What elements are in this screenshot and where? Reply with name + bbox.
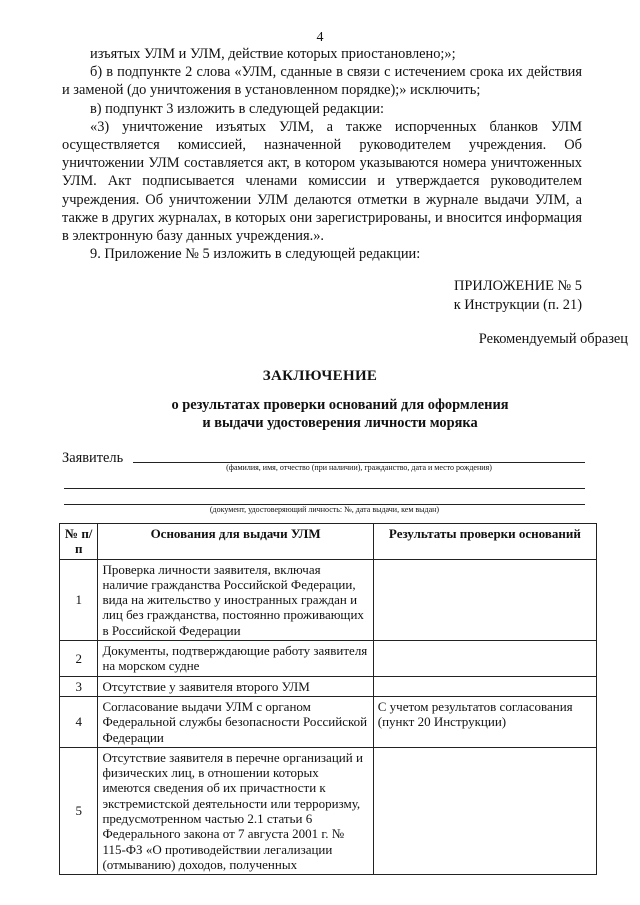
header-result: Результаты проверки оснований: [373, 524, 596, 560]
table-header-row: [60, 524, 597, 560]
paragraph-2: б) в подпункте 2 слова «УЛМ, сданные в связи с истечением срока их действия и заменой (до уничтожения в установленном порядке);» исключить;: [62, 64, 582, 99]
table-row: [60, 747, 597, 874]
paragraph-1: изъятых УЛМ и УЛМ, действие которых приостановлено;»;: [90, 46, 456, 62]
row-num: 5: [60, 747, 98, 874]
table-row: [60, 641, 597, 677]
verification-table: [59, 523, 597, 875]
doc-title: ЗАКЛЮЧЕНИЕ: [262, 368, 378, 384]
row-result: [373, 559, 596, 640]
table-row: [60, 676, 597, 696]
doc-subtitle-line-2: и выдачи удостоверения личности моряка: [202, 415, 478, 431]
paragraph-3: в) подпункт 3 изложить в следующей редакции:: [90, 100, 384, 117]
doc-subtitle: [0, 396, 640, 432]
row-num: 4: [60, 696, 98, 747]
row-basis: Отсутствие у заявителя второго УЛМ: [98, 676, 373, 696]
applicant-line-2: [64, 488, 585, 489]
row-num: 2: [60, 641, 98, 677]
applicant-note: (фамилия, имя, отчество (при наличии), гражданство, дата и место рождения): [226, 463, 492, 472]
paragraph-4: «3) уничтожение изъятых УЛМ, а также испорченных бланков УЛМ осуществляется комиссией, назначенной руководителем учреждения. Об уничтожении УЛМ составляется акт, в котором указываются номера уничтоженных УЛМ. Акт подписывается членами комиссии и утверждается руководителем учреждения. Об уничтожении УЛМ делаются отметки в журнале выдачи УЛМ, а также в других журналах, в которых они зарегистрированы, и вносится информация в электронную базу данных учреждения.».: [62, 118, 582, 245]
table-row: [60, 696, 597, 747]
amendment-text: [62, 45, 582, 263]
appendix-number: ПРИЛОЖЕНИЕ № 5: [454, 278, 582, 294]
row-basis: Проверка личности заявителя, включая наличие гражданства Российской Федерации, вида на жительство у иностранных граждан и лиц без гражданства, постоянно проживающих в Российской Федерации: [98, 559, 373, 640]
doc-subtitle-line-1: о результатах проверки оснований для оформления: [171, 397, 509, 413]
applicant-label: Заявитель: [62, 450, 124, 466]
appendix-reference: к Инструкции (п. 21): [453, 297, 582, 313]
row-basis: Документы, подтверждающие работу заявителя на морском судне: [98, 641, 373, 677]
row-result: [373, 676, 596, 696]
row-num: 1: [60, 559, 98, 640]
appendix-header: [454, 277, 582, 315]
header-basis: Основания для выдачи УЛМ: [98, 524, 373, 560]
paragraph-5: 9. Приложение № 5 изложить в следующей редакции:: [90, 246, 421, 263]
row-basis: Отсутствие заявителя в перечне организаций и физических лиц, в отношении которых имеются сведения об их причастности к экстремистской деятельности или терроризму, предусмотренном частью 2.1 статьи 6 Федерального закона от 7 августа 2001 г. № 115-ФЗ «О противодействии легализации (отмыванию) доходов, полученных: [98, 747, 373, 874]
document-note: (документ, удостоверяющий личность: №, дата выдачи, кем выдан): [209, 505, 440, 514]
header-num: № п/п: [60, 524, 98, 560]
page-number: 4: [316, 30, 324, 45]
sample-label: Рекомендуемый образец: [478, 331, 628, 347]
row-result: [373, 641, 596, 677]
row-result: [373, 747, 596, 874]
table-row: [60, 559, 597, 640]
row-num: 3: [60, 676, 98, 696]
row-result: С учетом результатов согласования (пункт 20 Инструкции): [373, 696, 596, 747]
row-basis: Согласование выдачи УЛМ с органом Федеральной службы безопасности Российской Федерации: [98, 696, 373, 747]
